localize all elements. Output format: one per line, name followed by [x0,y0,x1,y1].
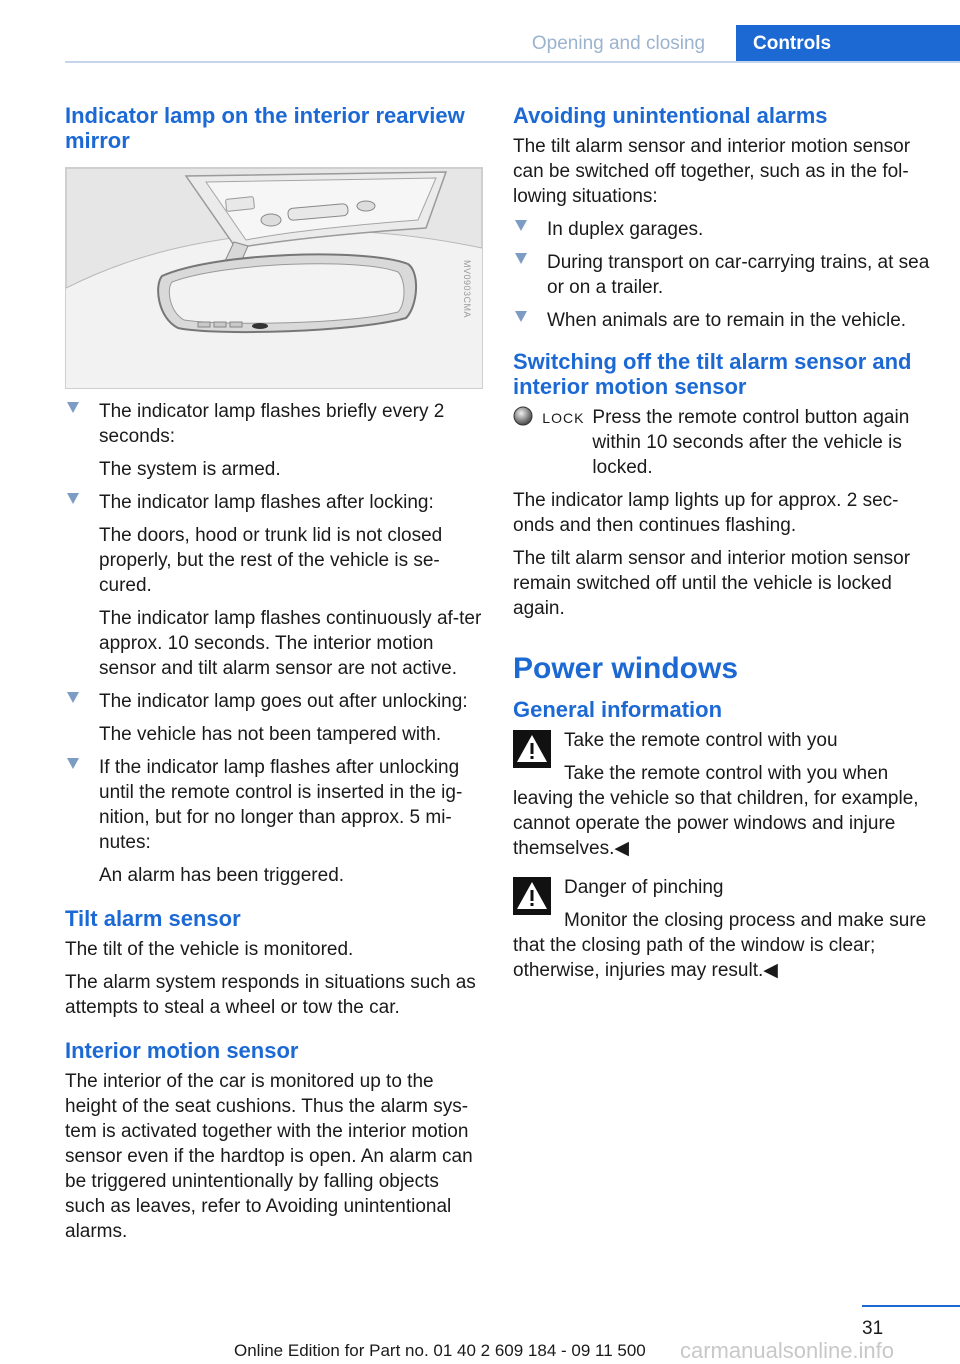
bullet-triangle-icon [515,220,527,231]
heading-power-windows: Power windows [513,652,739,685]
list-item: In duplex garages. [513,217,933,242]
warning-title: Take the remote control with you [564,730,838,751]
heading-indicator-lamp: Indicator lamp on the interior rearview mirror [65,103,465,153]
footer-rule [862,1305,960,1307]
figure-id: MV0903CMA [462,259,472,318]
bullet-triangle-icon [67,758,79,769]
tilt-paragraph-2: The alarm system responds in situations such as attempts to steal a wheel or tow the car. [65,972,476,1018]
switch-paragraph-3: The tilt alarm sensor and interior motion sensor remain switched off until the vehicle is locked again. [513,548,911,619]
warning-remote-control [513,728,933,861]
warning-icon [513,730,551,768]
warning-title: Danger of pinching [564,877,724,898]
right-column [513,103,933,997]
heading-general-information: General information [513,697,723,722]
header-rule [65,61,960,63]
section-tab[interactable]: Opening and closing [531,32,706,54]
indicator-bullet-list [65,399,483,888]
interior-paragraph: The interior of the car is monitored up to the height of the seat cushions. Thus the alarm sys‐tem is activated together with the interior motion sensor even if the hardtop is open. An alarm can be triggered unintentionally by falling objects such as leaves, refer to Avoiding unintentional alarms. [65,1071,473,1242]
heading-tilt-alarm: Tilt alarm sensor [65,906,241,931]
heading-switching-off: Switching off the tilt alarm sensor and interior motion sensor [513,349,912,399]
warning-body: Monitor the closing process and make sure that the closing path of the window is clear; otherwise, injuries may result.◀ [513,910,927,981]
switch-paragraph-2: The indicator lamp lights up for approx. 2 sec‐onds and then continues flashing. [513,490,899,536]
remote-key-button-icon [513,406,533,426]
bullet-triangle-icon [67,692,79,703]
left-column [65,103,483,1252]
lock-paragraph: LOCK Press the remote control button again within 10 seconds after the vehicle is locked. [513,405,933,480]
tilt-paragraph-1: The tilt of the vehicle is monitored. [65,939,354,960]
list-item: When animals are to remain in the vehicle. [513,308,933,333]
avoid-paragraph: The tilt alarm sensor and interior motion sensor can be switched off together, such as in the fol‐lowing situations: [513,136,911,207]
warning-body: Take the remote control with you when leaving the vehicle so that children, for example, cannot operate the power windows and injure themselves.◀ [513,763,919,859]
lock-label: LOCK [542,410,585,426]
warning-pinching [513,875,933,983]
rearview-mirror-illustration [66,168,482,388]
bullet-triangle-icon [67,402,79,413]
chapter-tab[interactable]: Controls [736,25,960,62]
bullet-triangle-icon [67,493,79,504]
bullet-triangle-icon [515,253,527,264]
list-item: The indicator lamp flashes briefly every 2 seconds: The system is armed. [65,399,483,482]
list-item: The indicator lamp flashes after locking: The doors, hood or trunk lid is not closed properly, but the rest of the vehicle is se‐cured. The indicator lamp flashes continuously af‐ter approx. 10 seconds. The interior motion sensor and tilt alarm sensor are not active. [65,490,483,681]
list-item: During transport on car-carrying trains, at sea or on a trailer. [513,250,933,300]
avoid-bullet-list [513,217,933,333]
bullet-triangle-icon [515,311,527,322]
heading-avoiding-alarms: Avoiding unintentional alarms [513,103,828,128]
warning-icon [513,877,551,915]
watermark: carmanualsonline.info [680,1338,895,1363]
rearview-mirror-figure [65,167,483,389]
list-item: The indicator lamp goes out after unlocking: The vehicle has not been tampered with. [65,689,483,747]
heading-interior-motion: Interior motion sensor [65,1038,299,1063]
edition-text: Online Edition for Part no. 01 40 2 609 184 - 09 11 500 [234,1341,646,1360]
list-item: If the indicator lamp flashes after unlocking until the remote control is inserted in the ig‐nition, but for no longer than approx. 5 mi‐nutes: An alarm has been triggered. [65,755,483,888]
page-number: 31 [862,1318,884,1339]
